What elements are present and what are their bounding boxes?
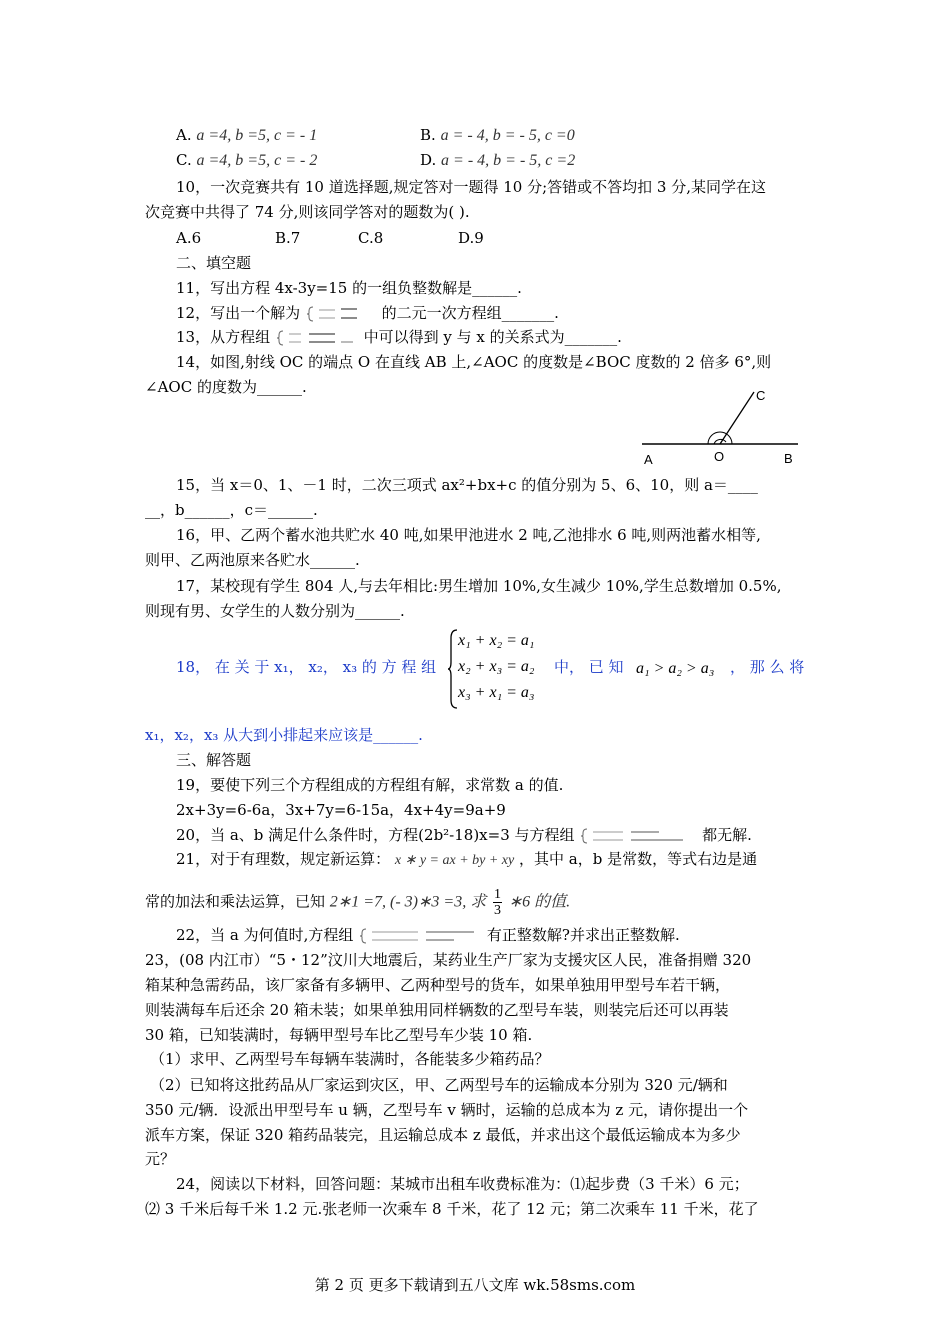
section-heading-fill-in: 二、填空题 — [176, 254, 252, 272]
q20-prefix: 20，当 a、b 满足什么条件时，方程(2b²-18)x=3 与方程组 — [176, 826, 575, 844]
q11: 11，写出方程 4x-3y=15 的一组负整数解是______. — [176, 279, 522, 297]
q16-line1: 16，甲、乙两个蓄水池共贮水 40 吨,如果甲池进水 2 吨,乙池排水 6 吨,则两池蓄水相等, — [176, 526, 761, 544]
q10-option-a: A.6 — [176, 229, 202, 247]
option-expression: a = - 4, b = - 5, c =2 — [441, 152, 576, 169]
q21-given: 2∗1 =7, (- 3)∗3 =3, 求 — [329, 893, 487, 911]
q23-line1: 23，(08 内江市）“5・12”汶川大地震后，某药业生产厂家为支援灾区人民，准备捐赠 320 — [145, 951, 752, 969]
q18-equation-system — [458, 628, 534, 706]
brace-icon — [275, 328, 359, 348]
ray-oc — [720, 392, 754, 444]
option-b — [420, 125, 575, 146]
option-label: C. — [176, 151, 192, 169]
q23-sub2-line1: （2）已知将这批药品从厂家运到灾区，甲、乙两型号车的运输成本分别为 320 元/辆和 — [150, 1076, 728, 1094]
q17-line2: 则现有男、女学生的人数分别为______. — [145, 602, 405, 620]
q14-line1: 14，如图,射线 OC 的端点 O 在直线 AB 上,∠AOC 的度数是∠BOC 度数的 2 倍多 6°,则 — [176, 353, 772, 371]
q10-line1: 10，一次竞赛共有 10 道选择题,规定答对一题得 10 分;答错或不答均扣 3 分,某同学在这 — [176, 178, 767, 196]
option-expression: a =4, b =5, c = - 1 — [196, 127, 318, 144]
option-d — [420, 150, 575, 171]
q24-line1: 24，阅读以下材料，回答问题：某城市出租车收费标准为：⑴起步费（3 千米）6 元； — [176, 1175, 749, 1193]
q13-line — [176, 327, 622, 348]
q20-suffix: 都无解. — [702, 826, 752, 844]
q21-line2 — [145, 887, 570, 918]
q23-sub2-line4: 元？ — [145, 1150, 176, 1168]
section-heading-solve: 三、解答题 — [176, 751, 252, 769]
label-o: O — [714, 449, 725, 464]
option-a — [176, 125, 317, 146]
q18-condition: a₁ > a₂ > a₃ — [636, 660, 715, 677]
q12-prefix: 12，写出一个解为 — [176, 304, 301, 322]
angle-figure — [630, 384, 810, 470]
q22-embedded-system — [358, 925, 482, 946]
q13-embedded-system — [275, 327, 359, 348]
equation-2: x₂ + x₃ = a₂ — [458, 658, 535, 675]
q18-middle: 中， 已 知 — [554, 658, 624, 676]
equation-1: x₁ + x₂ = a₁ — [458, 632, 535, 649]
option-label: B. — [420, 126, 436, 144]
option-expression: a = - 4, b = - 5, c =0 — [440, 127, 575, 144]
q22-line — [176, 925, 680, 946]
q21-line1 — [176, 849, 757, 871]
q17-line1: 17，某校现有学生 804 人,与去年相比:男生增加 10%,女生减少 10%,学生总数增加 0.5%, — [176, 577, 782, 595]
q21-prefix: 21，对于有理数，规定新运算： — [176, 850, 391, 868]
q18-prefix: 18， 在 关 于 x₁， x₂， x₃ 的 方 程 组 — [176, 658, 437, 676]
q10-option-b: B.7 — [275, 229, 301, 247]
q10-option-d: D.9 — [458, 229, 484, 247]
option-expression: a =4, b =5, c = - 2 — [196, 152, 318, 169]
q20-line — [176, 825, 752, 846]
brace-icon — [305, 304, 377, 324]
q19-line2: 2x+3y=6-6a，3x+7y=6-15a，4x+4y=9a+9 — [176, 801, 506, 819]
q23-line2: 箱某种急需药品，该厂家备有多辆甲、乙两种型号的货车，如果单独用甲型号车若干辆， — [145, 976, 731, 994]
q21-line2-prefix: 常的加法和乘法运算，已知 — [145, 892, 326, 911]
fraction-numerator: 1 — [493, 887, 501, 902]
q23-sub1: （1）求甲、乙两型号车每辆车装满时，各能装多少箱药品？ — [150, 1050, 550, 1068]
q21-target: ∗6 的值. — [508, 893, 571, 911]
q13-prefix: 13，从方程组 — [176, 328, 271, 346]
q15-line2: __，b______，c＝______. — [145, 501, 318, 519]
q22-prefix: 22，当 a 为何值时,方程组 — [176, 926, 354, 944]
q24-line2: ⑵ 3 千米后每千米 1.2 元.张老师一次乘车 8 千米，花了 12 元；第二次乘车 11 千米，花了 — [145, 1200, 759, 1218]
q23-line3: 则装满每车后还余 20 箱未装；如果单独用同样辆数的乙型号车装，则装完后还可以再装 — [145, 1001, 729, 1019]
q21-operation: x ∗ y = ax + by + xy — [394, 853, 515, 868]
q16-line2: 则甲、乙两池原来各贮水______. — [145, 551, 360, 569]
q22-suffix: 有正整数解?并求出正整数解. — [486, 926, 680, 944]
q23-line4: 30 箱，已知装满时，每辆甲型号车比乙型号车少装 10 箱. — [145, 1026, 533, 1044]
q21-suffix: ，其中 a，b 是常数，等式右边是通 — [519, 850, 758, 868]
q15-line1: 15，当 x＝0、1、－1 时，二次三项式 ax²+bx+c 的值分别为 5、6、10，则 a＝____ — [176, 476, 758, 494]
q14-line2: ∠AOC 的度数为______. — [145, 378, 307, 396]
fraction-denominator: 3 — [493, 903, 501, 918]
brace-icon — [358, 926, 482, 946]
label-a: A — [644, 452, 653, 467]
q19-line1: 19，要使下列三个方程组成的方程组有解，求常数 a 的值. — [176, 776, 564, 794]
q12-line — [176, 303, 559, 324]
q23-sub2-line2: 350 元/辆．设派出甲型号车 u 辆，乙型号车 v 辆时，运输的总成本为 z 元，请你提出一个 — [145, 1101, 749, 1119]
q18-suffix: ， 那 么 将 — [730, 658, 805, 676]
label-c: C — [756, 388, 766, 403]
label-b: B — [784, 451, 793, 466]
angle-arc — [708, 432, 732, 444]
page-footer: 第 2 页 更多下载请到五八文库 wk.58sms.com — [314, 1276, 636, 1294]
q13-suffix: 中可以得到 y 与 x 的关系式为_______. — [363, 328, 622, 346]
option-label: A. — [176, 126, 192, 144]
q18-line2: x₁，x₂，x₃ 从大到小排起来应该是______. — [145, 726, 423, 744]
brace-icon — [579, 826, 697, 846]
q12-embedded-system — [305, 303, 377, 324]
option-label: D. — [420, 151, 437, 169]
q12-suffix: 的二元一次方程组_______. — [381, 304, 559, 322]
q10-option-c: C.8 — [358, 229, 384, 247]
equation-3: x₃ + x₁ = a₃ — [458, 684, 535, 701]
q10-line2: 次竞赛中共得了 74 分,则该同学答对的题数为( ). — [145, 203, 470, 221]
q23-sub2-line3: 派车方案，保证 320 箱药品装完，且运输总成本 z 最低，并求出这个最低运输成本为多少 — [145, 1126, 741, 1144]
fraction — [493, 887, 502, 918]
option-c — [176, 150, 317, 171]
q20-embedded-system — [579, 825, 697, 846]
